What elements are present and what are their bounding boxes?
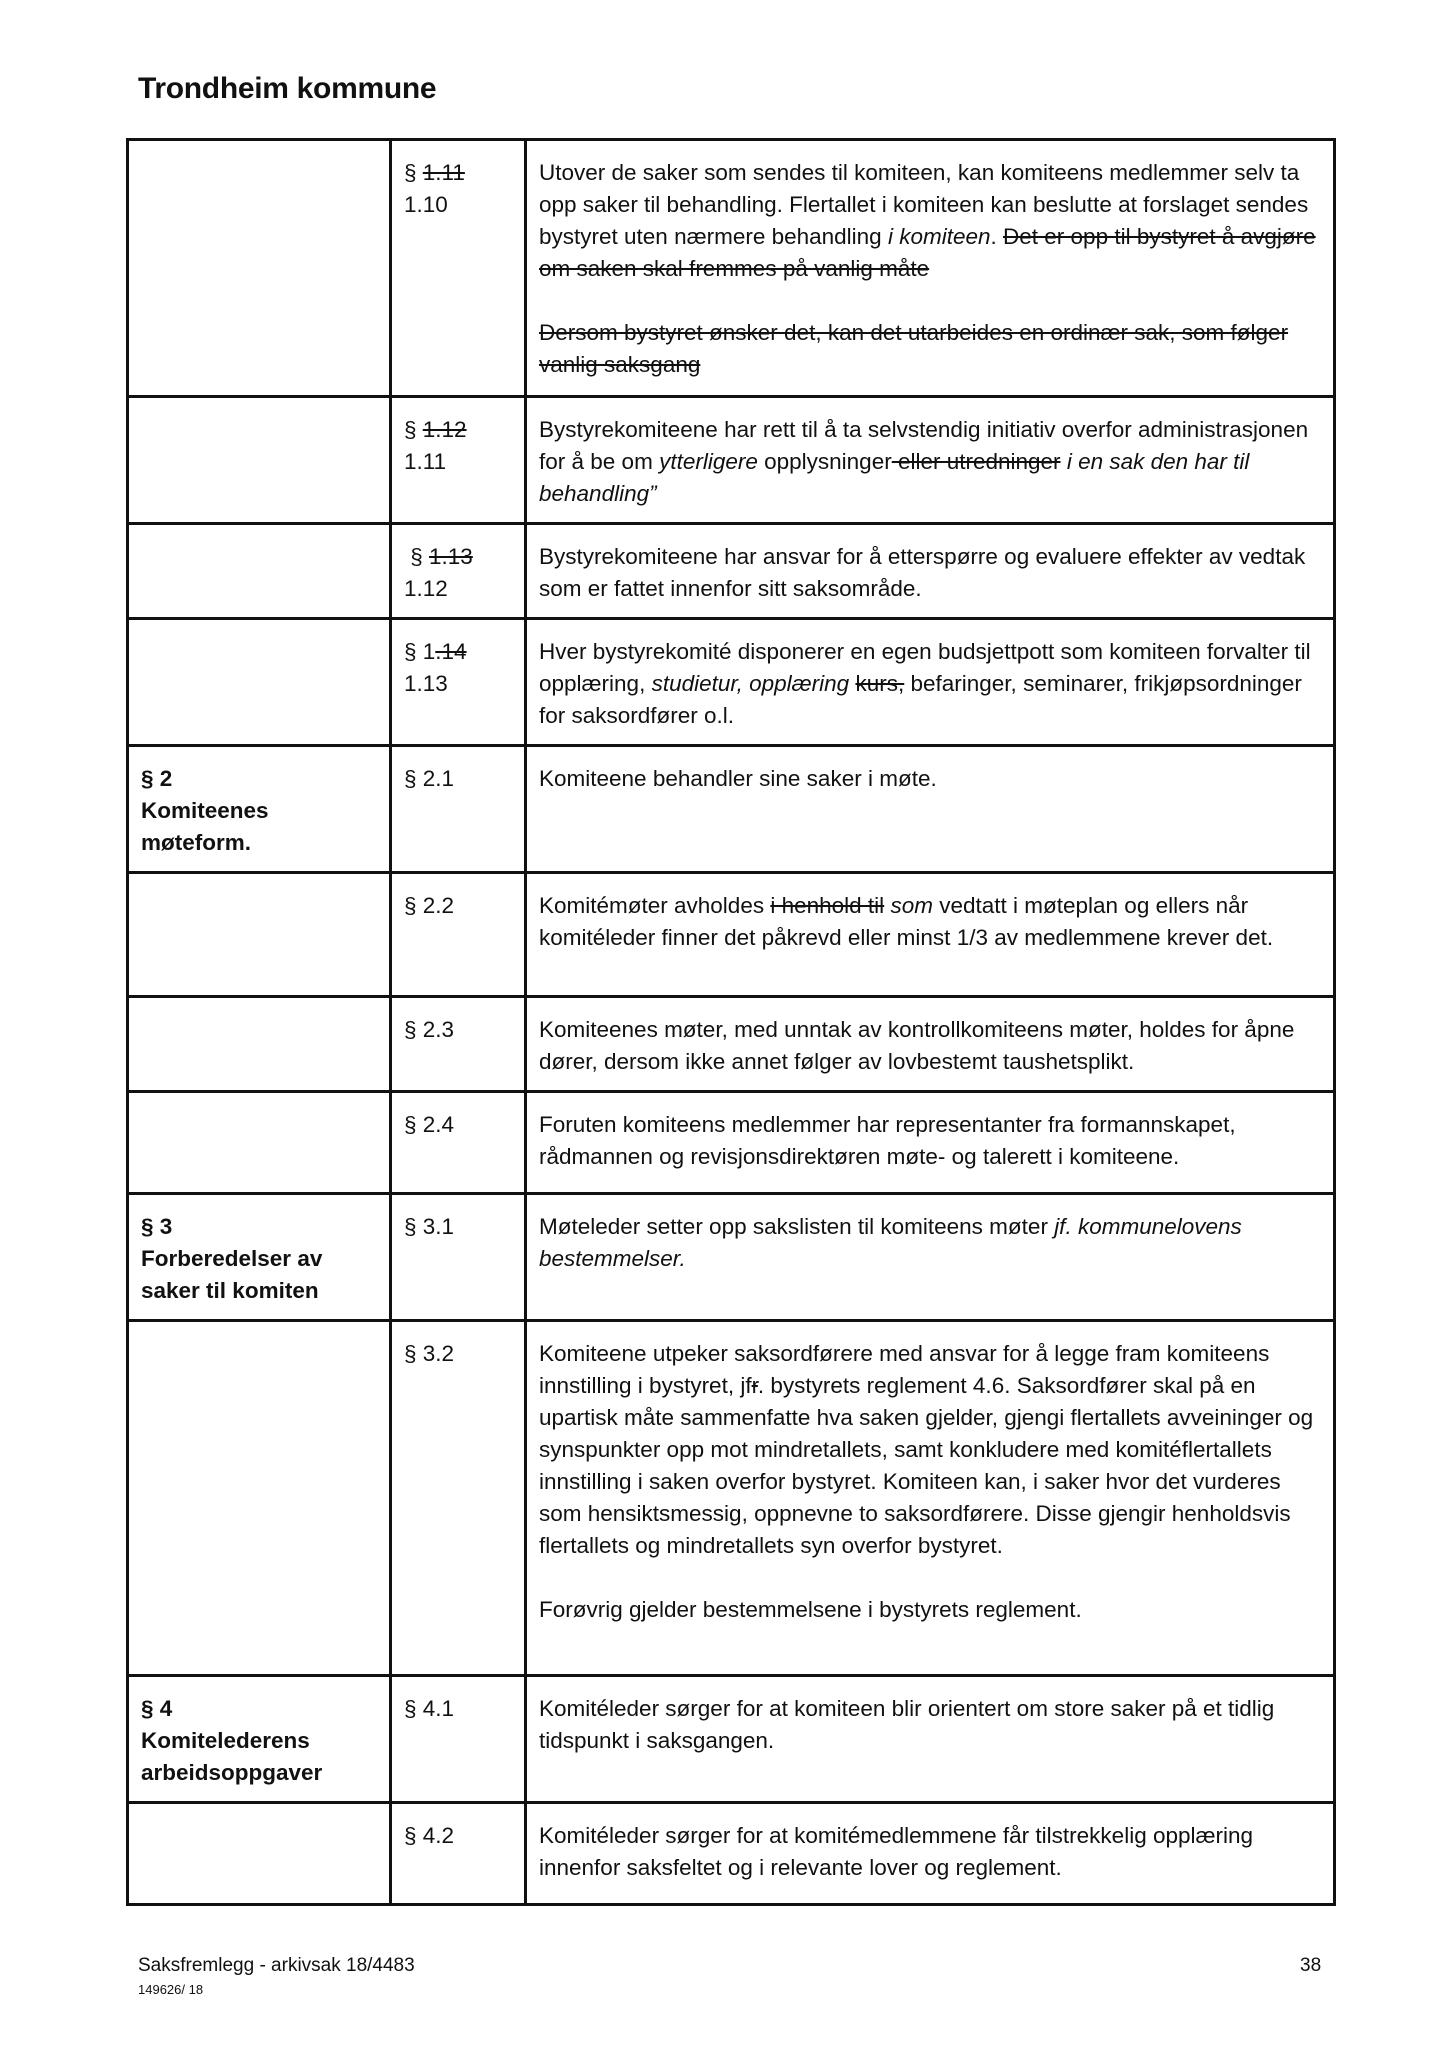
paragraph-text-cell [526, 1676, 1335, 1803]
inserted-text: jf. kommunelovens bestemmelser. [539, 1214, 1242, 1271]
old-number: 1.12 [422, 417, 467, 442]
deleted-text: kurs, [855, 671, 905, 696]
section-number: § 4 [141, 1696, 173, 1721]
section-symbol: § [404, 160, 423, 185]
paragraph-number-cell [391, 1092, 526, 1194]
table-row [128, 997, 1335, 1092]
table-row [128, 140, 1335, 397]
paragraph-number: § 4.1 [404, 1696, 455, 1721]
section-title: Komiteenes møteform. [141, 798, 269, 855]
text: Hver bystyrekomité disponerer en egen budsjettpott som komiteen forvalter til opplæring, [539, 639, 1311, 696]
text: Møteleder setter opp sakslisten til komiteens møter [539, 1214, 1055, 1239]
text: . [990, 224, 1004, 249]
inserted-text: studietur, opplæring [651, 671, 850, 696]
paragraph-text-cell [526, 524, 1335, 619]
section-symbol: § [404, 639, 423, 664]
table-row [128, 619, 1335, 746]
deleted-text: Dersom bystyret ønsker det, kan det utarbeides en ordinær sak, som følger vanlig saksgang [539, 320, 1289, 377]
section-cell [128, 997, 391, 1092]
text: Komiteene behandler sine saker i møte. [539, 766, 937, 791]
text: Bystyrekomiteene har rett til å ta selvstendig initiativ overfor administrasjonen for å be om [539, 417, 1309, 474]
paragraph-number: § 2.2 [404, 893, 455, 918]
paragraph-number-cell [391, 746, 526, 873]
section-cell [128, 1676, 391, 1803]
text: opplysninger [757, 449, 892, 474]
paragraph-number: § 4.2 [404, 1823, 455, 1848]
table-row [128, 1803, 1335, 1905]
text: Komitéleder sørger for at komitémedlemmene får tilstrekkelig opplæring innenfor saksfeltet og i relevante lover og reglement. [539, 1823, 1254, 1880]
paragraph-number-cell [391, 997, 526, 1092]
paragraph-number: § 3.1 [404, 1214, 455, 1239]
section-cell [128, 1321, 391, 1676]
paragraph-text-cell [526, 746, 1335, 873]
table-row [128, 1676, 1335, 1803]
new-number: 1.13 [404, 671, 448, 696]
text: Foruten komiteens medlemmer har representanter fra formannskapet, rådmannen og revisjonsdirektøren møte- og talerett i komiteene. [539, 1112, 1236, 1169]
text: Komiteene utpeker saksordførere med ansvar for å legge fram komiteens innstilling i bystyret, jf [539, 1341, 1270, 1398]
section-title: Forberedelser av saker til komiten [141, 1246, 323, 1303]
paragraph-number: § 3.2 [404, 1341, 455, 1366]
paragraph-number-cell [391, 397, 526, 524]
paragraph-number-cell [391, 1321, 526, 1676]
paragraph-number-cell [391, 619, 526, 746]
text: Forøvrig gjelder bestemmelsene i bystyrets reglement. [539, 1597, 1082, 1622]
paragraph-number-cell [391, 524, 526, 619]
paragraph-text-cell [526, 1092, 1335, 1194]
paragraph-text-cell [526, 140, 1335, 397]
deleted-text: r [751, 1373, 758, 1398]
table-row [128, 746, 1335, 873]
paragraph-number-cell [391, 1803, 526, 1905]
new-number: 1.10 [404, 192, 448, 217]
table-row [128, 873, 1335, 997]
regulations-table [126, 138, 1336, 1906]
section-symbol: § [404, 417, 423, 442]
inserted-text: i komiteen [887, 224, 991, 249]
footer-document-id: 149626/ 18 [138, 1982, 204, 1997]
paragraph-text-cell [526, 1321, 1335, 1676]
deleted-text: i henhold til [770, 893, 885, 918]
paragraph-number-cell [391, 1676, 526, 1803]
section-cell [128, 873, 391, 997]
old-number: 1.11 [422, 160, 465, 185]
paragraph-text-cell [526, 397, 1335, 524]
inserted-text: ytterligere [659, 449, 758, 474]
table-row [128, 397, 1335, 524]
inserted-text: i en sak den har til behandling” [539, 449, 1250, 506]
number-prefix: 1 [422, 639, 436, 664]
text: Utover de saker som sendes til komiteen, kan komiteens medlemmer selv ta opp saker til behandling. Flertallet i komiteen kan beslutte at forslaget sendes bystyret uten nærmere behandling [539, 160, 1309, 249]
paragraph-text-cell [526, 873, 1335, 997]
table-row [128, 1321, 1335, 1676]
text: Komitéleder sørger for at komiteen blir orientert om store saker på et tidlig tidspunkt i saksgangen. [539, 1696, 1275, 1753]
text: Komitémøter avholdes [539, 893, 771, 918]
paragraph-text-cell [526, 619, 1335, 746]
inserted-text: som [890, 893, 933, 918]
table-row [128, 1194, 1335, 1321]
new-number: 1.12 [404, 576, 448, 601]
paragraph-text-cell [526, 1803, 1335, 1905]
section-cell [128, 140, 391, 397]
paragraph-number-cell [391, 140, 526, 397]
deleted-text: Det er opp til bystyret å avgjøre om saken skal fremmes på vanlig måte [539, 224, 1316, 281]
text: vedtatt i møteplan og ellers når komitéleder finner det påkrevd eller minst 1/3 av medlemmene krever det. [539, 893, 1274, 950]
footer-document-reference: Saksfremlegg - arkivsak 18/4483 [138, 1955, 415, 1976]
section-title: Komitelederens arbeidsoppgaver [141, 1728, 323, 1785]
text: Komiteenes møter, med unntak av kontrollkomiteens møter, holdes for åpne dører, dersom ikke annet følger av lovbestemt taushetsplikt. [539, 1017, 1295, 1074]
section-cell [128, 1194, 391, 1321]
text: befaringer, seminarer, frikjøpsordninger for saksordfører o.l. [539, 671, 1302, 728]
section-cell [128, 1092, 391, 1194]
section-number: § 3 [141, 1214, 173, 1239]
section-symbol: § [410, 544, 430, 569]
section-cell [128, 524, 391, 619]
new-number: 1.11 [404, 449, 447, 474]
old-number: 1.13 [429, 544, 473, 569]
paragraph-text-cell [526, 1194, 1335, 1321]
paragraph-number: § 2.3 [404, 1017, 455, 1042]
table-row [128, 1092, 1335, 1194]
paragraph-number: § 2.1 [404, 766, 455, 791]
paragraph-text-cell [526, 997, 1335, 1092]
table-row [128, 524, 1335, 619]
page-number: 38 [1300, 1955, 1322, 1976]
paragraph-number: § 2.4 [404, 1112, 455, 1137]
section-cell [128, 1803, 391, 1905]
section-number: § 2 [141, 766, 173, 791]
paragraph-number-cell [391, 1194, 526, 1321]
section-cell [128, 397, 391, 524]
section-cell [128, 746, 391, 873]
text: Bystyrekomiteene har ansvar for å etterspørre og evaluere effekter av vedtak som er fattet innenfor sitt saksområde. [539, 544, 1306, 601]
page-header-title: Trondheim kommune [138, 72, 437, 105]
old-number: .14 [435, 639, 467, 664]
section-cell [128, 619, 391, 746]
deleted-text: eller utredninger [891, 449, 1061, 474]
text: . bystyrets reglement 4.6. Saksordfører skal på en upartisk måte sammenfatte hva saken gjelder, gjengi flertallets avveininger og synspunkter opp mot mindretallets, samt konkludere med komitéflertallets innstilling i saken overfor bystyret. Komiteen kan, i saker hvor det vurderes som hensiktsmessig, oppnevne to saksordførere. Disse gjengir henholdsvis flertallets og mindretallets syn overfor bystyret. [539, 1373, 1314, 1558]
paragraph-number-cell [391, 873, 526, 997]
